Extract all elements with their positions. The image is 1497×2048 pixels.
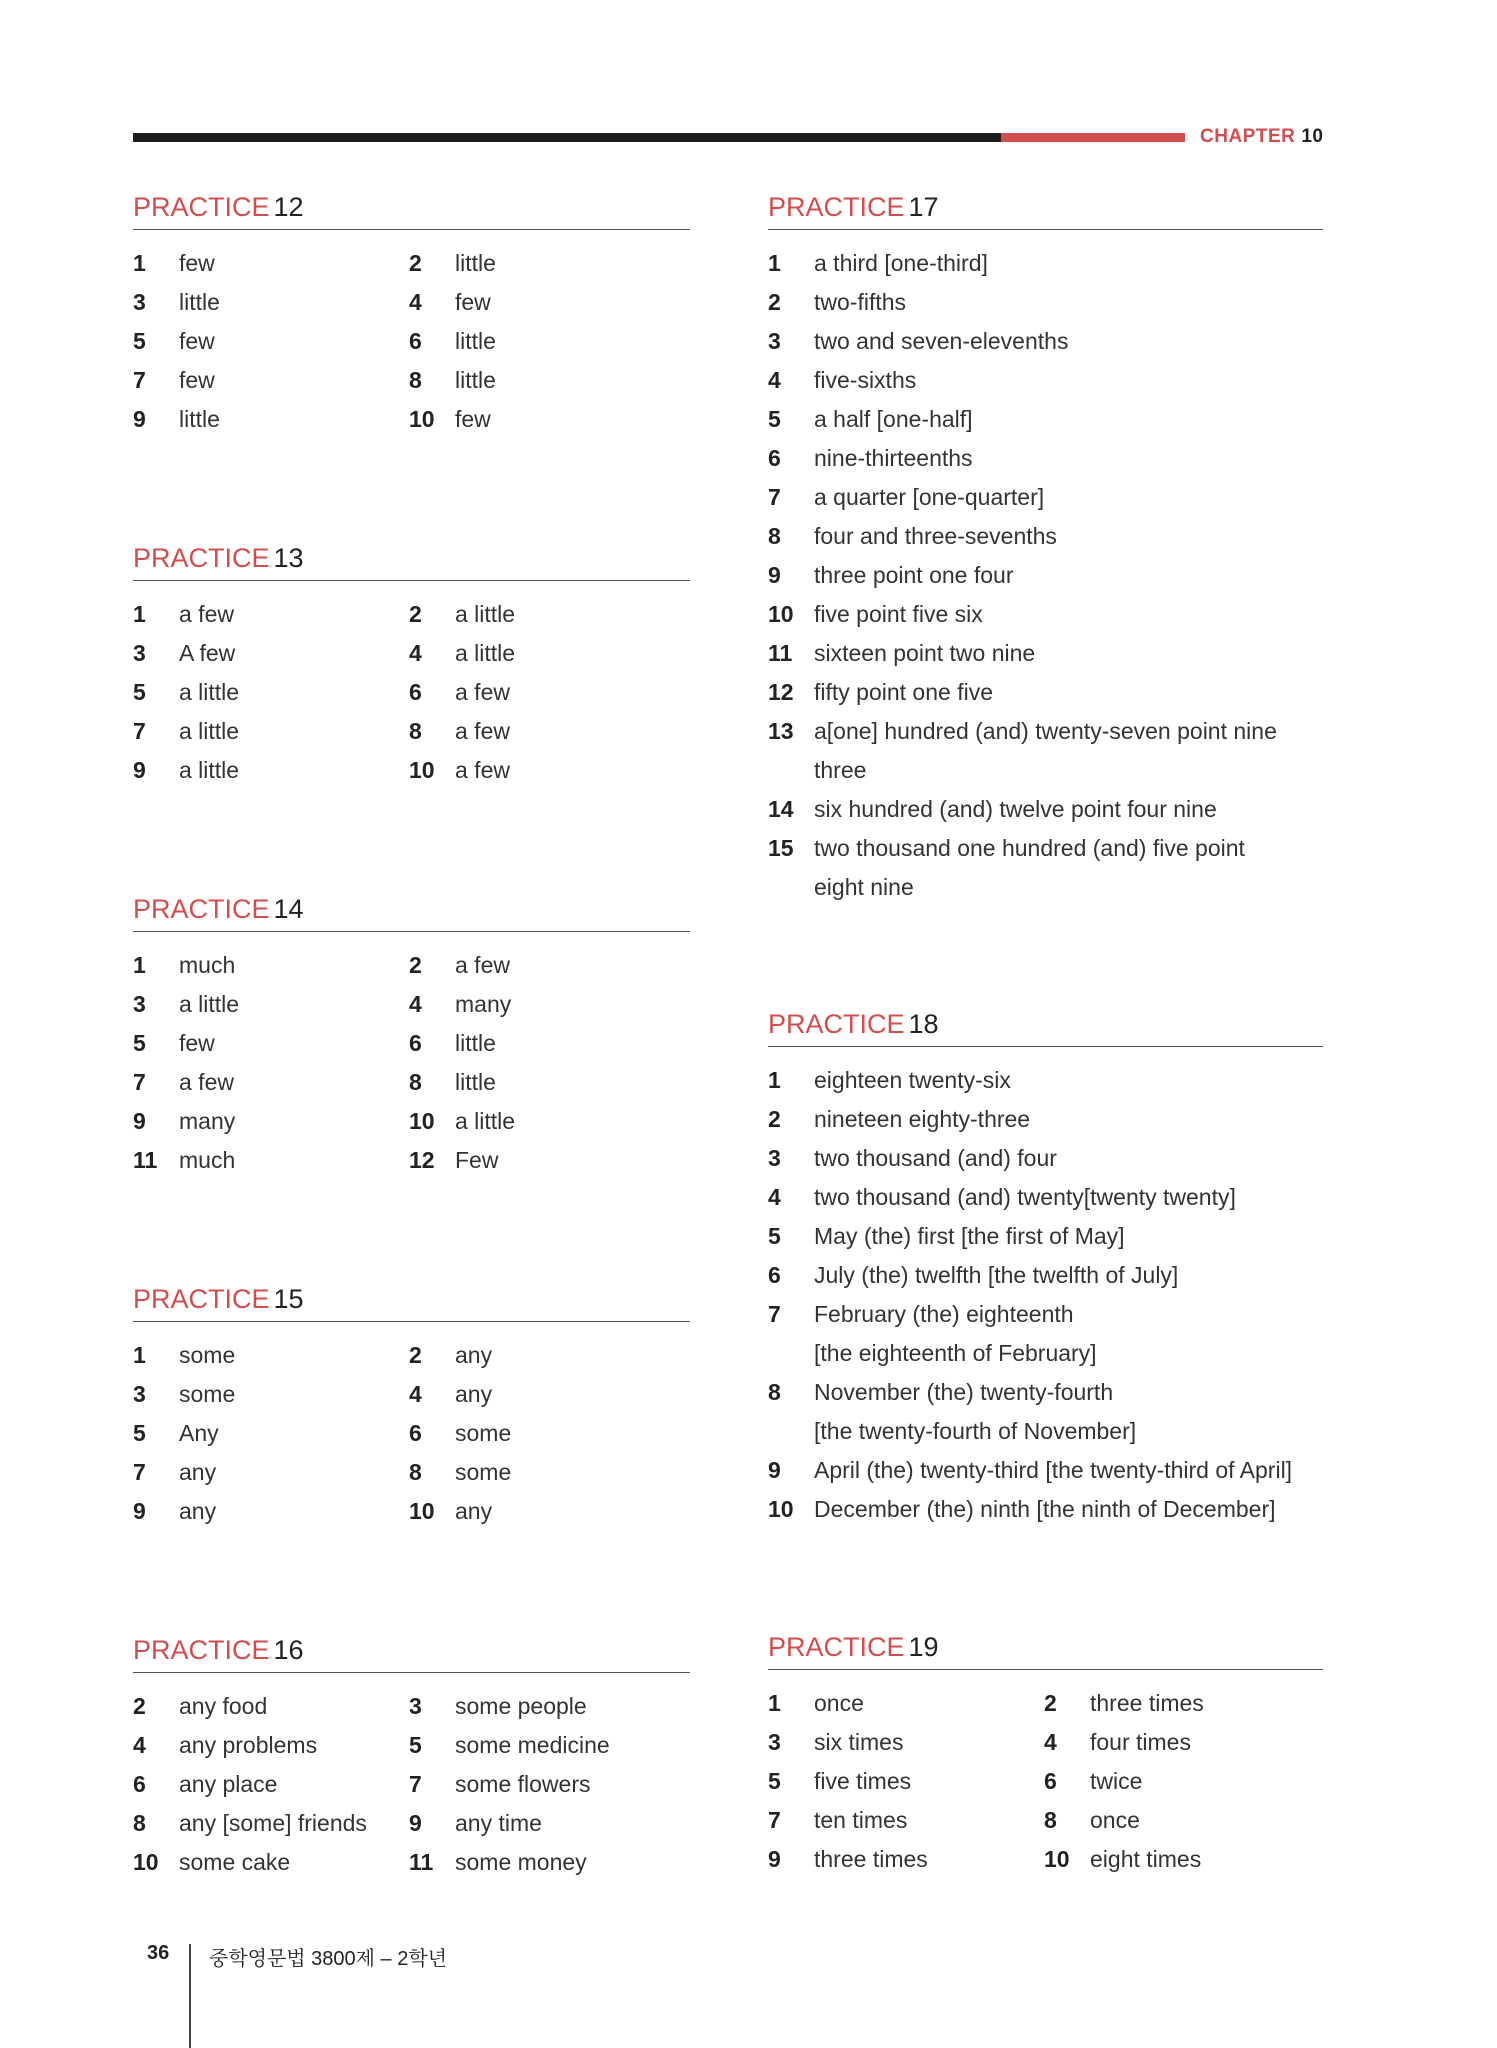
practice-title: PRACTICE 19	[768, 1630, 1323, 1670]
item-answer: some medicine	[455, 1732, 610, 1758]
answer-item	[768, 556, 1323, 595]
answer-item	[133, 1375, 235, 1414]
item-number: 10	[409, 1498, 435, 1524]
item-answer: any food	[179, 1693, 268, 1719]
answer-item	[133, 1765, 277, 1804]
item-answer: once	[1090, 1807, 1140, 1833]
answer-item	[409, 1102, 515, 1141]
item-answer: few	[455, 406, 491, 432]
answer-item	[1044, 1801, 1140, 1840]
chapter-word: CHAPTER	[1200, 126, 1296, 147]
answer-item	[768, 1178, 1323, 1217]
item-answer: five-sixths	[814, 367, 917, 393]
item-answer: little	[455, 328, 496, 354]
answer-item	[768, 322, 1323, 361]
item-number: 7	[133, 1459, 146, 1485]
answer-item	[133, 1024, 215, 1063]
answer-item	[409, 1336, 492, 1375]
answer-item	[409, 985, 511, 1024]
answer-item	[768, 712, 1323, 751]
answer-item	[133, 1102, 235, 1141]
item-answer: many	[455, 991, 512, 1017]
answer-item	[133, 283, 220, 322]
item-number: 2	[409, 601, 422, 627]
item-number: 4	[409, 1381, 422, 1407]
item-number: 10	[409, 757, 435, 783]
item-answer: Any	[179, 1420, 219, 1446]
item-number: 5	[133, 1420, 146, 1446]
item-answer: any	[179, 1498, 217, 1524]
item-number: 2	[409, 250, 422, 276]
item-number: 2	[409, 1342, 422, 1368]
item-number: 10	[768, 601, 794, 627]
item-answer: any [some] friends	[179, 1810, 367, 1836]
answer-item	[133, 1453, 216, 1492]
item-number: 14	[768, 796, 794, 822]
answer-item	[768, 361, 1323, 400]
item-answer: some cake	[179, 1849, 291, 1875]
item-number: 4	[1044, 1729, 1057, 1755]
item-number: 4	[409, 991, 422, 1017]
item-answer: some	[455, 1459, 512, 1485]
item-number: 10	[768, 1496, 794, 1522]
item-answer: a little	[455, 640, 516, 666]
item-answer: a few	[455, 679, 510, 705]
practice-title: PRACTICE 16	[133, 1633, 690, 1673]
item-number: 1	[133, 952, 146, 978]
answer-item	[768, 1061, 1323, 1100]
answer-item	[409, 400, 491, 439]
item-number: 2	[768, 289, 781, 315]
item-answer: a little	[179, 718, 240, 744]
item-answer: four and three-sevenths	[814, 523, 1057, 549]
answer-item	[409, 322, 496, 361]
answer-item	[133, 244, 215, 283]
answer-item	[409, 283, 491, 322]
item-answer: some people	[455, 1693, 587, 1719]
item-number: 5	[133, 328, 146, 354]
answer-continuation: eight nine	[814, 874, 914, 900]
answer-item	[133, 322, 215, 361]
item-answer: some	[179, 1381, 236, 1407]
item-answer: nineteen eighty-three	[814, 1106, 1031, 1132]
item-number: 8	[409, 367, 422, 393]
practice-18	[768, 1007, 1323, 1529]
answer-item	[133, 400, 220, 439]
answer-item	[133, 1726, 317, 1765]
answer-item	[768, 790, 1323, 829]
item-answer: some	[179, 1342, 236, 1368]
item-answer: five times	[814, 1768, 912, 1794]
item-answer: much	[179, 1147, 236, 1173]
item-number: 11	[409, 1849, 434, 1875]
item-number: 3	[409, 1693, 422, 1719]
answer-item	[768, 439, 1323, 478]
answer-item	[409, 1141, 498, 1180]
item-number: 1	[768, 1067, 781, 1093]
item-answer: three point one four	[814, 562, 1014, 588]
practice-14	[133, 892, 690, 1180]
item-number: 9	[768, 1457, 781, 1483]
answer-item	[768, 517, 1323, 556]
item-number: 6	[409, 679, 422, 705]
answer-item	[768, 1840, 928, 1879]
item-number: 3	[133, 289, 146, 315]
answer-item	[768, 673, 1323, 712]
item-number: 6	[1044, 1768, 1057, 1794]
item-number: 2	[409, 952, 422, 978]
answer-item	[409, 361, 496, 400]
item-answer: five point five six	[814, 601, 983, 627]
practice-13	[133, 541, 690, 790]
answer-item	[768, 1256, 1323, 1295]
item-answer: three times	[814, 1846, 928, 1872]
item-answer: some flowers	[455, 1771, 591, 1797]
practice-19	[768, 1630, 1323, 1879]
answer-item	[133, 595, 234, 634]
item-number: 3	[133, 991, 146, 1017]
item-answer: a[one] hundred (and) twenty-seven point nine	[814, 718, 1277, 744]
item-number: 8	[1044, 1807, 1057, 1833]
answer-item	[768, 1684, 864, 1723]
item-number: 8	[409, 1459, 422, 1485]
answer-item	[1044, 1762, 1142, 1801]
item-answer: four times	[1090, 1729, 1191, 1755]
item-number: 9	[409, 1810, 422, 1836]
answer-item	[133, 1804, 367, 1843]
answer-item	[768, 400, 1323, 439]
item-answer: any problems	[179, 1732, 318, 1758]
practice-17	[768, 190, 1323, 907]
item-answer: July (the) twelfth [the twelfth of July]	[814, 1262, 1179, 1288]
item-number: 4	[409, 640, 422, 666]
item-answer: May (the) first [the first of May]	[814, 1223, 1125, 1249]
item-number: 3	[133, 1381, 146, 1407]
item-answer: two and seven-elevenths	[814, 328, 1069, 354]
item-number: 1	[133, 1342, 146, 1368]
item-answer: any	[455, 1498, 493, 1524]
item-number: 4	[409, 289, 422, 315]
item-answer: little	[455, 367, 496, 393]
item-number: 2	[1044, 1690, 1057, 1716]
item-answer: a third [one-third]	[814, 250, 988, 276]
item-number: 10	[409, 1108, 435, 1134]
item-answer: few	[179, 250, 215, 276]
answer-item	[768, 595, 1323, 634]
item-number: 5	[768, 1223, 781, 1249]
item-number: 15	[768, 835, 794, 861]
item-answer: any	[179, 1459, 217, 1485]
item-answer: a few	[179, 1069, 234, 1095]
answer-item	[133, 1414, 219, 1453]
practice-title: PRACTICE 14	[133, 892, 690, 932]
answer-item	[768, 634, 1323, 673]
practice-title: PRACTICE 13	[133, 541, 690, 581]
item-number: 6	[409, 1030, 422, 1056]
practice-title: PRACTICE 18	[768, 1007, 1323, 1047]
item-number: 12	[768, 679, 794, 705]
item-number: 12	[409, 1147, 435, 1173]
answer-item	[409, 1063, 496, 1102]
item-number: 2	[768, 1106, 781, 1132]
item-answer: twice	[1090, 1768, 1143, 1794]
item-answer: a little	[179, 757, 240, 783]
item-number: 6	[133, 1771, 146, 1797]
answer-item	[409, 1843, 587, 1882]
item-answer: many	[179, 1108, 236, 1134]
item-answer: eighteen twenty-six	[814, 1067, 1011, 1093]
item-number: 7	[133, 1069, 146, 1095]
item-number: 6	[409, 1420, 422, 1446]
item-number: 7	[133, 718, 146, 744]
item-answer: fifty point one five	[814, 679, 993, 705]
item-answer: few	[179, 367, 215, 393]
item-number: 9	[133, 757, 146, 783]
item-number: 9	[133, 1498, 146, 1524]
item-answer: few	[179, 328, 215, 354]
chapter-label	[1200, 126, 1347, 148]
item-answer: a few	[455, 718, 510, 744]
answer-item	[768, 1139, 1323, 1178]
answer-item	[133, 361, 215, 400]
practice-15	[133, 1282, 690, 1531]
answer-item	[409, 634, 515, 673]
book-title: 중학영문법 3800제 – 2학년	[209, 1948, 447, 1970]
item-number: 5	[768, 1768, 781, 1794]
item-answer: December (the) ninth [the ninth of December]	[814, 1496, 1276, 1522]
item-number: 8	[409, 718, 422, 744]
answer-item	[133, 1687, 267, 1726]
answer-item	[768, 1762, 911, 1801]
answer-item	[133, 1336, 235, 1375]
item-number: 8	[409, 1069, 422, 1095]
item-number: 7	[409, 1771, 422, 1797]
item-answer: any time	[455, 1810, 542, 1836]
answer-item	[133, 1063, 234, 1102]
item-number: 7	[133, 367, 146, 393]
answer-item	[409, 244, 496, 283]
answer-item	[409, 595, 515, 634]
practice-title: PRACTICE 15	[133, 1282, 690, 1322]
item-answer: any	[455, 1381, 493, 1407]
answer-item	[409, 1804, 542, 1843]
item-answer: a quarter [one-quarter]	[814, 484, 1045, 510]
item-number: 1	[133, 250, 146, 276]
item-number: 1	[133, 601, 146, 627]
item-answer: February (the) eighteenth	[814, 1301, 1074, 1327]
item-answer: A few	[179, 640, 236, 666]
header-rule-accent	[1001, 133, 1185, 142]
item-number: 9	[133, 406, 146, 432]
answer-item	[768, 829, 1323, 868]
header-rule-dark	[133, 133, 1001, 142]
item-number: 6	[768, 445, 781, 471]
item-answer: eight times	[1090, 1846, 1202, 1872]
answer-item	[768, 1295, 1323, 1334]
item-answer: a few	[455, 952, 510, 978]
item-answer: nine-thirteenths	[814, 445, 973, 471]
item-answer: a little	[455, 601, 516, 627]
item-answer: few	[179, 1030, 215, 1056]
answer-continuation: three	[814, 757, 867, 783]
item-number: 10	[1044, 1846, 1070, 1872]
item-answer: some money	[455, 1849, 587, 1875]
answer-item	[768, 1451, 1323, 1490]
answer-item	[768, 1217, 1323, 1256]
item-number: 5	[133, 1030, 146, 1056]
item-number: 5	[409, 1732, 422, 1758]
page-number: 36	[147, 1942, 170, 1964]
item-answer: Few	[455, 1147, 499, 1173]
item-answer: six hundred (and) twelve point four nine	[814, 796, 1217, 822]
answer-item	[133, 634, 235, 673]
answer-item	[409, 946, 510, 985]
item-answer: a half [one-half]	[814, 406, 973, 432]
item-answer: ten times	[814, 1807, 908, 1833]
item-answer: two thousand (and) four	[814, 1145, 1057, 1171]
practice-title: PRACTICE 17	[768, 190, 1323, 230]
item-answer: a little	[179, 679, 240, 705]
item-number: 6	[409, 328, 422, 354]
item-number: 5	[133, 679, 146, 705]
answer-item	[768, 1723, 903, 1762]
item-number: 3	[768, 328, 781, 354]
answer-continuation: [the eighteenth of February]	[814, 1340, 1097, 1366]
answer-item	[768, 1373, 1323, 1412]
answer-item	[768, 283, 1323, 322]
answer-item	[409, 712, 510, 751]
answer-item	[409, 751, 510, 790]
answer-item	[1044, 1684, 1204, 1723]
chapter-number: 10	[1301, 126, 1324, 147]
answer-item	[409, 1453, 511, 1492]
item-answer: little	[455, 250, 496, 276]
item-answer: two-fifths	[814, 289, 907, 315]
item-answer: little	[179, 406, 220, 432]
item-number: 13	[768, 718, 794, 744]
answer-item	[768, 478, 1323, 517]
item-number: 8	[768, 523, 781, 549]
answer-item	[409, 673, 510, 712]
answer-item	[409, 1492, 492, 1531]
answer-item	[133, 985, 239, 1024]
answer-item	[133, 673, 239, 712]
item-number: 7	[768, 484, 781, 510]
item-answer: some	[455, 1420, 512, 1446]
item-number: 4	[768, 1184, 781, 1210]
item-number: 7	[768, 1807, 781, 1833]
answer-item	[133, 1141, 235, 1180]
answer-item	[409, 1765, 590, 1804]
answer-item	[133, 751, 239, 790]
answer-item	[1044, 1723, 1191, 1762]
item-number: 9	[768, 1846, 781, 1872]
answer-item	[409, 1414, 511, 1453]
practice-16	[133, 1633, 690, 1882]
answer-item	[133, 1843, 290, 1882]
item-number: 3	[133, 640, 146, 666]
answer-item	[768, 244, 1323, 283]
item-answer: little	[455, 1030, 496, 1056]
item-number: 3	[768, 1729, 781, 1755]
answer-item	[133, 1492, 216, 1531]
item-number: 2	[133, 1693, 146, 1719]
item-answer: a few	[455, 757, 510, 783]
practice-12	[133, 190, 690, 439]
item-answer: sixteen point two nine	[814, 640, 1036, 666]
item-number: 10	[133, 1849, 159, 1875]
item-number: 4	[768, 367, 781, 393]
answer-continuation: [the twenty-fourth of November]	[814, 1418, 1137, 1444]
item-answer: a little	[455, 1108, 516, 1134]
item-number: 11	[768, 640, 793, 666]
item-number: 3	[768, 1145, 781, 1171]
answer-item	[1044, 1840, 1201, 1879]
item-number: 9	[768, 562, 781, 588]
answer-item	[133, 946, 235, 985]
item-number: 7	[768, 1301, 781, 1327]
answer-item	[409, 1024, 496, 1063]
item-answer: any place	[179, 1771, 278, 1797]
item-number: 6	[768, 1262, 781, 1288]
item-answer: once	[814, 1690, 864, 1716]
item-answer: November (the) twenty-fourth	[814, 1379, 1114, 1405]
item-answer: a little	[179, 991, 240, 1017]
item-answer: any	[455, 1342, 493, 1368]
item-number: 10	[409, 406, 435, 432]
answer-item	[409, 1726, 610, 1765]
answer-item	[768, 1490, 1323, 1529]
item-number: 9	[133, 1108, 146, 1134]
item-answer: much	[179, 952, 236, 978]
answer-item	[768, 1100, 1323, 1139]
item-number: 5	[768, 406, 781, 432]
item-number: 8	[133, 1810, 146, 1836]
page-footer	[147, 1942, 447, 1970]
item-number: 4	[133, 1732, 146, 1758]
answer-item	[768, 1801, 907, 1840]
answer-item	[133, 712, 239, 751]
answer-item	[409, 1687, 587, 1726]
item-number: 1	[768, 250, 781, 276]
item-answer: six times	[814, 1729, 904, 1755]
item-number: 11	[133, 1147, 158, 1173]
item-number: 8	[768, 1379, 781, 1405]
item-answer: two thousand one hundred (and) five point	[814, 835, 1245, 861]
item-answer: three times	[1090, 1690, 1204, 1716]
practice-title: PRACTICE 12	[133, 190, 690, 230]
item-number: 1	[768, 1690, 781, 1716]
item-answer: a few	[179, 601, 234, 627]
item-answer: little	[179, 289, 220, 315]
answer-item	[409, 1375, 492, 1414]
item-answer: few	[455, 289, 491, 315]
item-answer: April (the) twenty-third [the twenty-third of April]	[814, 1457, 1293, 1483]
item-answer: little	[455, 1069, 496, 1095]
item-answer: two thousand (and) twenty[twenty twenty]	[814, 1184, 1236, 1210]
footer-divider	[189, 1944, 191, 2048]
